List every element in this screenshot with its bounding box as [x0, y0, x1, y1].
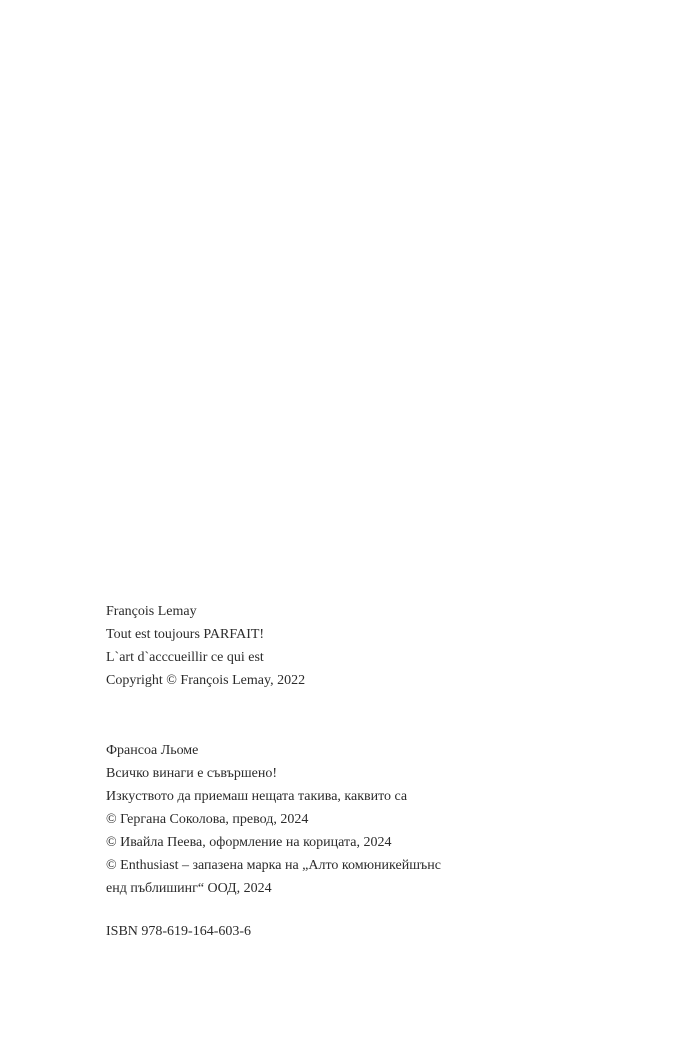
- publisher-copyright-line-2: енд пъблишинг“ ООД, 2024: [106, 881, 272, 896]
- translation-edition-info: [106, 739, 646, 900]
- original-subtitle: L`art d`acccueillir ce qui est: [106, 650, 264, 665]
- translated-author: Франсоа Льоме: [106, 743, 199, 758]
- isbn: ISBN 978-619-164-603-6: [106, 924, 252, 939]
- cover-design-copyright: © Ивайла Пеева, оформление на корицата, 2024: [106, 835, 392, 850]
- translated-subtitle: Изкуството да приемаш нещата такива, каквито са: [106, 789, 408, 804]
- original-edition-info: [106, 600, 646, 692]
- translated-title: Всичко винаги е съвършено!: [106, 766, 278, 781]
- translator-copyright: © Гергана Соколова, превод, 2024: [106, 812, 309, 827]
- publisher-copyright-line-1: © Enthusiast – запазена марка на „Алто комюникейшънс: [106, 858, 441, 873]
- original-title: Tout est toujours PARFAIT!: [106, 627, 265, 642]
- original-copyright: Copyright © François Lemay, 2022: [106, 673, 306, 688]
- isbn-info: [106, 920, 646, 943]
- original-author: François Lemay: [106, 604, 197, 619]
